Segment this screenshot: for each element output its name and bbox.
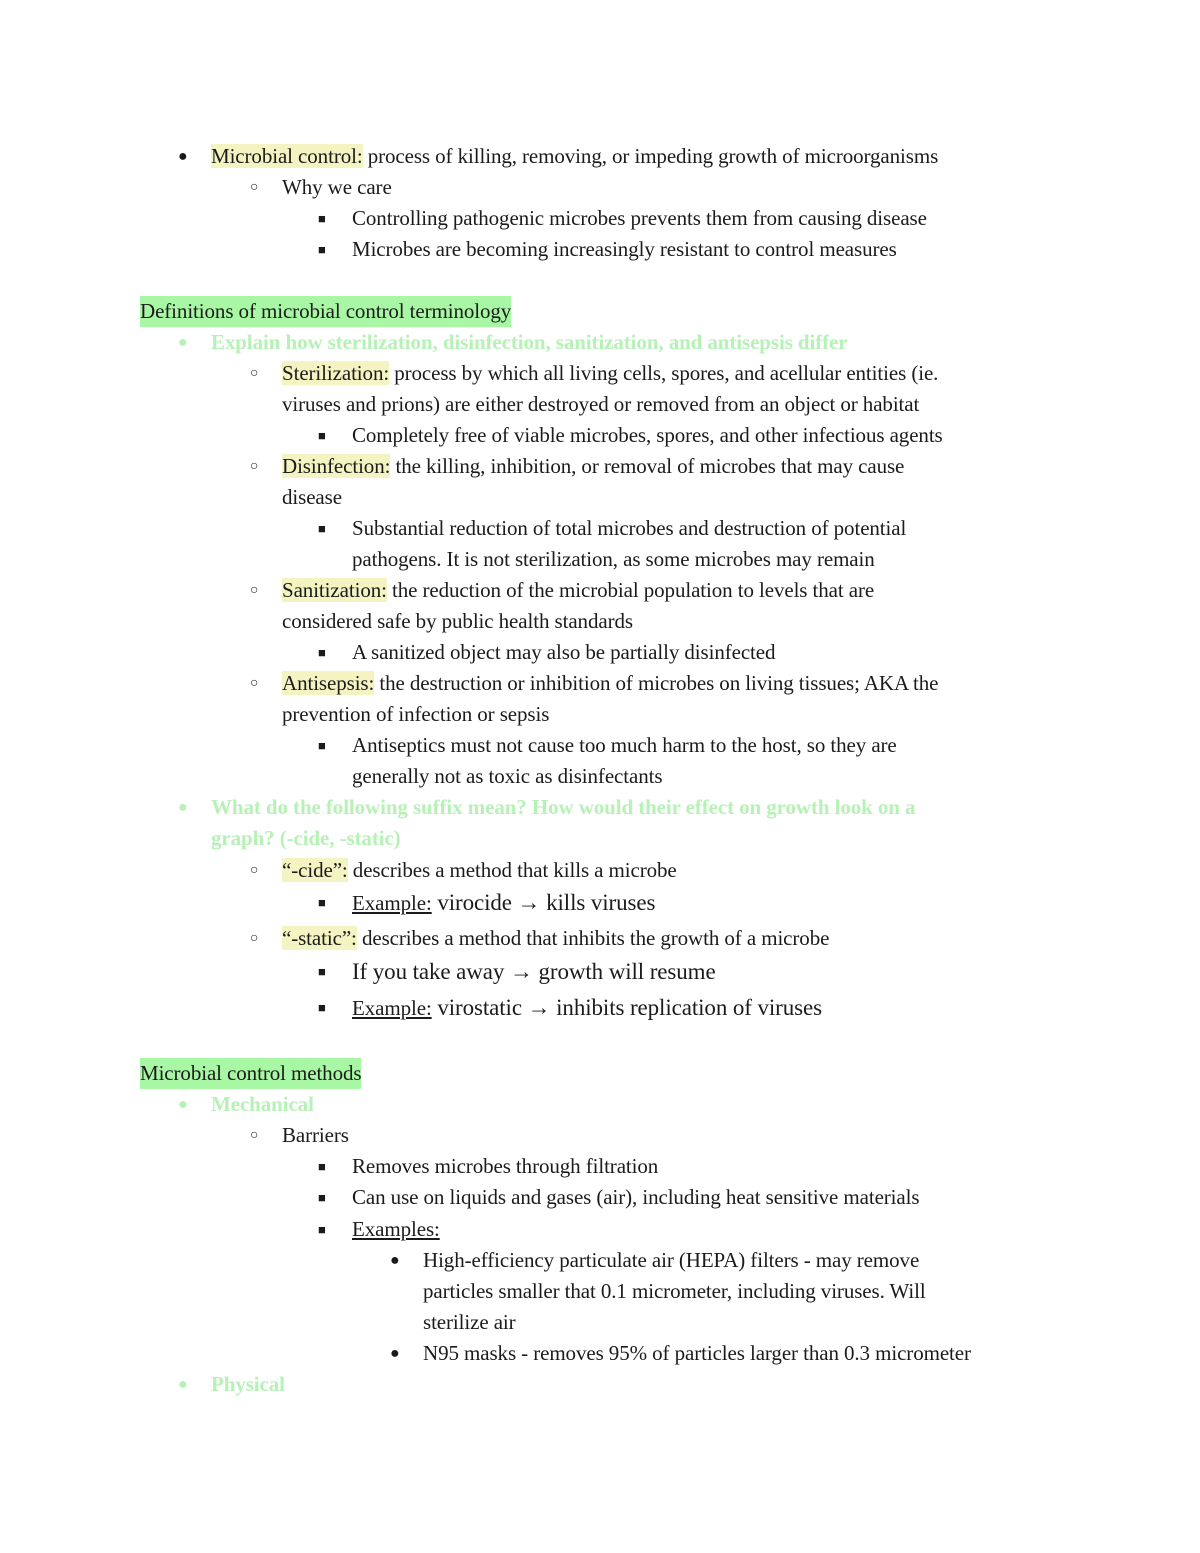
hepa-example: High-efficiency particulate air (HEPA) filters - may remove	[423, 1248, 920, 1272]
reason-item: Microbes are becoming increasingly resistant to control measures	[352, 237, 897, 261]
question-suffix: What do the following suffix mean? How would their effect on growth look on a	[211, 795, 916, 819]
sanitization-note: A sanitized object may also be partially disinfected	[352, 640, 776, 664]
bullet-level2: ○	[250, 1128, 259, 1143]
term-cide: “-cide”:	[282, 858, 348, 882]
sterilization-line	[282, 358, 938, 389]
bullet-level3: ■	[318, 1159, 326, 1174]
intro-line	[211, 141, 938, 172]
term-sterilization: Sterilization:	[282, 361, 390, 385]
reason-item: Controlling pathogenic microbes prevents them from causing disease	[352, 206, 927, 230]
bullet-level3: ■	[318, 242, 326, 257]
bullet-level1: ●	[178, 1376, 188, 1393]
term-sanitization: Sanitization:	[282, 578, 387, 602]
disinfection-definition-cont: disease	[282, 485, 342, 509]
bullet-level1: ●	[178, 334, 188, 351]
cide-example-text: virocide → kills viruses	[431, 890, 656, 915]
static-example-text: virostatic → inhibits replication of viruses	[431, 995, 822, 1020]
barriers-item: Barriers	[282, 1123, 349, 1147]
bullet-level2: ○	[250, 583, 259, 598]
bullet-level3: ■	[318, 895, 326, 910]
sterilization-note: Completely free of viable microbes, spores, and other infectious agents	[352, 423, 943, 447]
bullet-level1: ●	[178, 148, 188, 165]
bullet-level2: ○	[250, 931, 259, 946]
bullet-level4: ●	[390, 1252, 400, 1269]
why-we-care: Why we care	[282, 175, 392, 199]
bullet-level3: ■	[318, 428, 326, 443]
static-example	[352, 992, 822, 1024]
cide-definition: describes a method that kills a microbe	[347, 858, 677, 882]
bullet-level2: ○	[250, 459, 259, 474]
term-static: “-static”:	[282, 926, 357, 950]
bullet-level3: ■	[318, 521, 326, 536]
sanitization-line	[282, 575, 874, 606]
disinfection-note-cont: pathogens. It is not sterilization, as some microbes may remain	[352, 547, 875, 571]
bullet-level3: ■	[318, 964, 326, 979]
sanitization-definition: the reduction of the microbial population to levels that are	[386, 578, 875, 602]
bullet-level3: ■	[318, 211, 326, 226]
bullet-level1: ●	[178, 1096, 188, 1113]
mechanical-heading: Mechanical	[211, 1092, 314, 1116]
barrier-point: Removes microbes through filtration	[352, 1154, 659, 1178]
antisepsis-definition: the destruction or inhibition of microbes on living tissues; AKA the	[374, 671, 939, 695]
n95-example: N95 masks - removes 95% of particles larger than 0.3 micrometer	[423, 1341, 971, 1365]
section-heading-definitions: Definitions of microbial control terminology	[140, 296, 511, 327]
question-suffix-cont: graph? (-cide, -static)	[211, 826, 401, 850]
bullet-level2: ○	[250, 863, 259, 878]
disinfection-definition: the killing, inhibition, or removal of microbes that may cause	[390, 454, 905, 478]
hepa-example-cont: sterilize air	[423, 1310, 516, 1334]
disinfection-line	[282, 451, 904, 482]
antisepsis-line	[282, 668, 938, 699]
bullet-level3: ■	[318, 1000, 326, 1015]
sterilization-definition: process by which all living cells, spores, and acellular entities (ie.	[389, 361, 939, 385]
term-disinfection: Disinfection:	[282, 454, 391, 478]
barrier-point: Can use on liquids and gases (air), including heat sensitive materials	[352, 1185, 920, 1209]
disinfection-note: Substantial reduction of total microbes and destruction of potential	[352, 516, 907, 540]
bullet-level3: ■	[318, 645, 326, 660]
bullet-level2: ○	[250, 676, 259, 691]
physical-heading: Physical	[211, 1372, 285, 1396]
antisepsis-note-cont: generally not as toxic as disinfectants	[352, 764, 663, 788]
bullet-level2: ○	[250, 180, 259, 195]
bullet-level3: ■	[318, 738, 326, 753]
term-microbial-control: Microbial control:	[211, 144, 363, 168]
bullet-level4: ●	[390, 1345, 400, 1362]
bullet-level3: ■	[318, 1190, 326, 1205]
antisepsis-definition-cont: prevention of infection or sepsis	[282, 702, 550, 726]
bullet-level2: ○	[250, 366, 259, 381]
hepa-example-cont: particles smaller that 0.1 micrometer, including viruses. Will	[423, 1279, 926, 1303]
examples-label: Examples:	[352, 1217, 440, 1241]
section-heading-methods: Microbial control methods	[140, 1058, 361, 1089]
static-definition: describes a method that inhibits the growth of a microbe	[356, 926, 830, 950]
sterilization-definition-cont: viruses and prions) are either destroyed or removed from an object or habitat	[282, 392, 920, 416]
question-differences: Explain how sterilization, disinfection, sanitization, and antisepsis differ	[211, 330, 848, 354]
bullet-level3: ■	[318, 1222, 326, 1237]
term-definition: process of killing, removing, or impeding growth of microorganisms	[362, 144, 939, 168]
antisepsis-note: Antiseptics must not cause too much harm to the host, so they are	[352, 733, 897, 757]
term-antisepsis: Antisepsis:	[282, 671, 375, 695]
example-label: Example:	[352, 891, 432, 915]
sanitization-definition-cont: considered safe by public health standards	[282, 609, 633, 633]
static-line	[282, 923, 829, 954]
cide-line	[282, 855, 677, 886]
cide-example	[352, 887, 655, 919]
static-note: If you take away → growth will resume	[352, 959, 716, 984]
example-label: Example:	[352, 996, 432, 1020]
bullet-level1: ●	[178, 799, 188, 816]
